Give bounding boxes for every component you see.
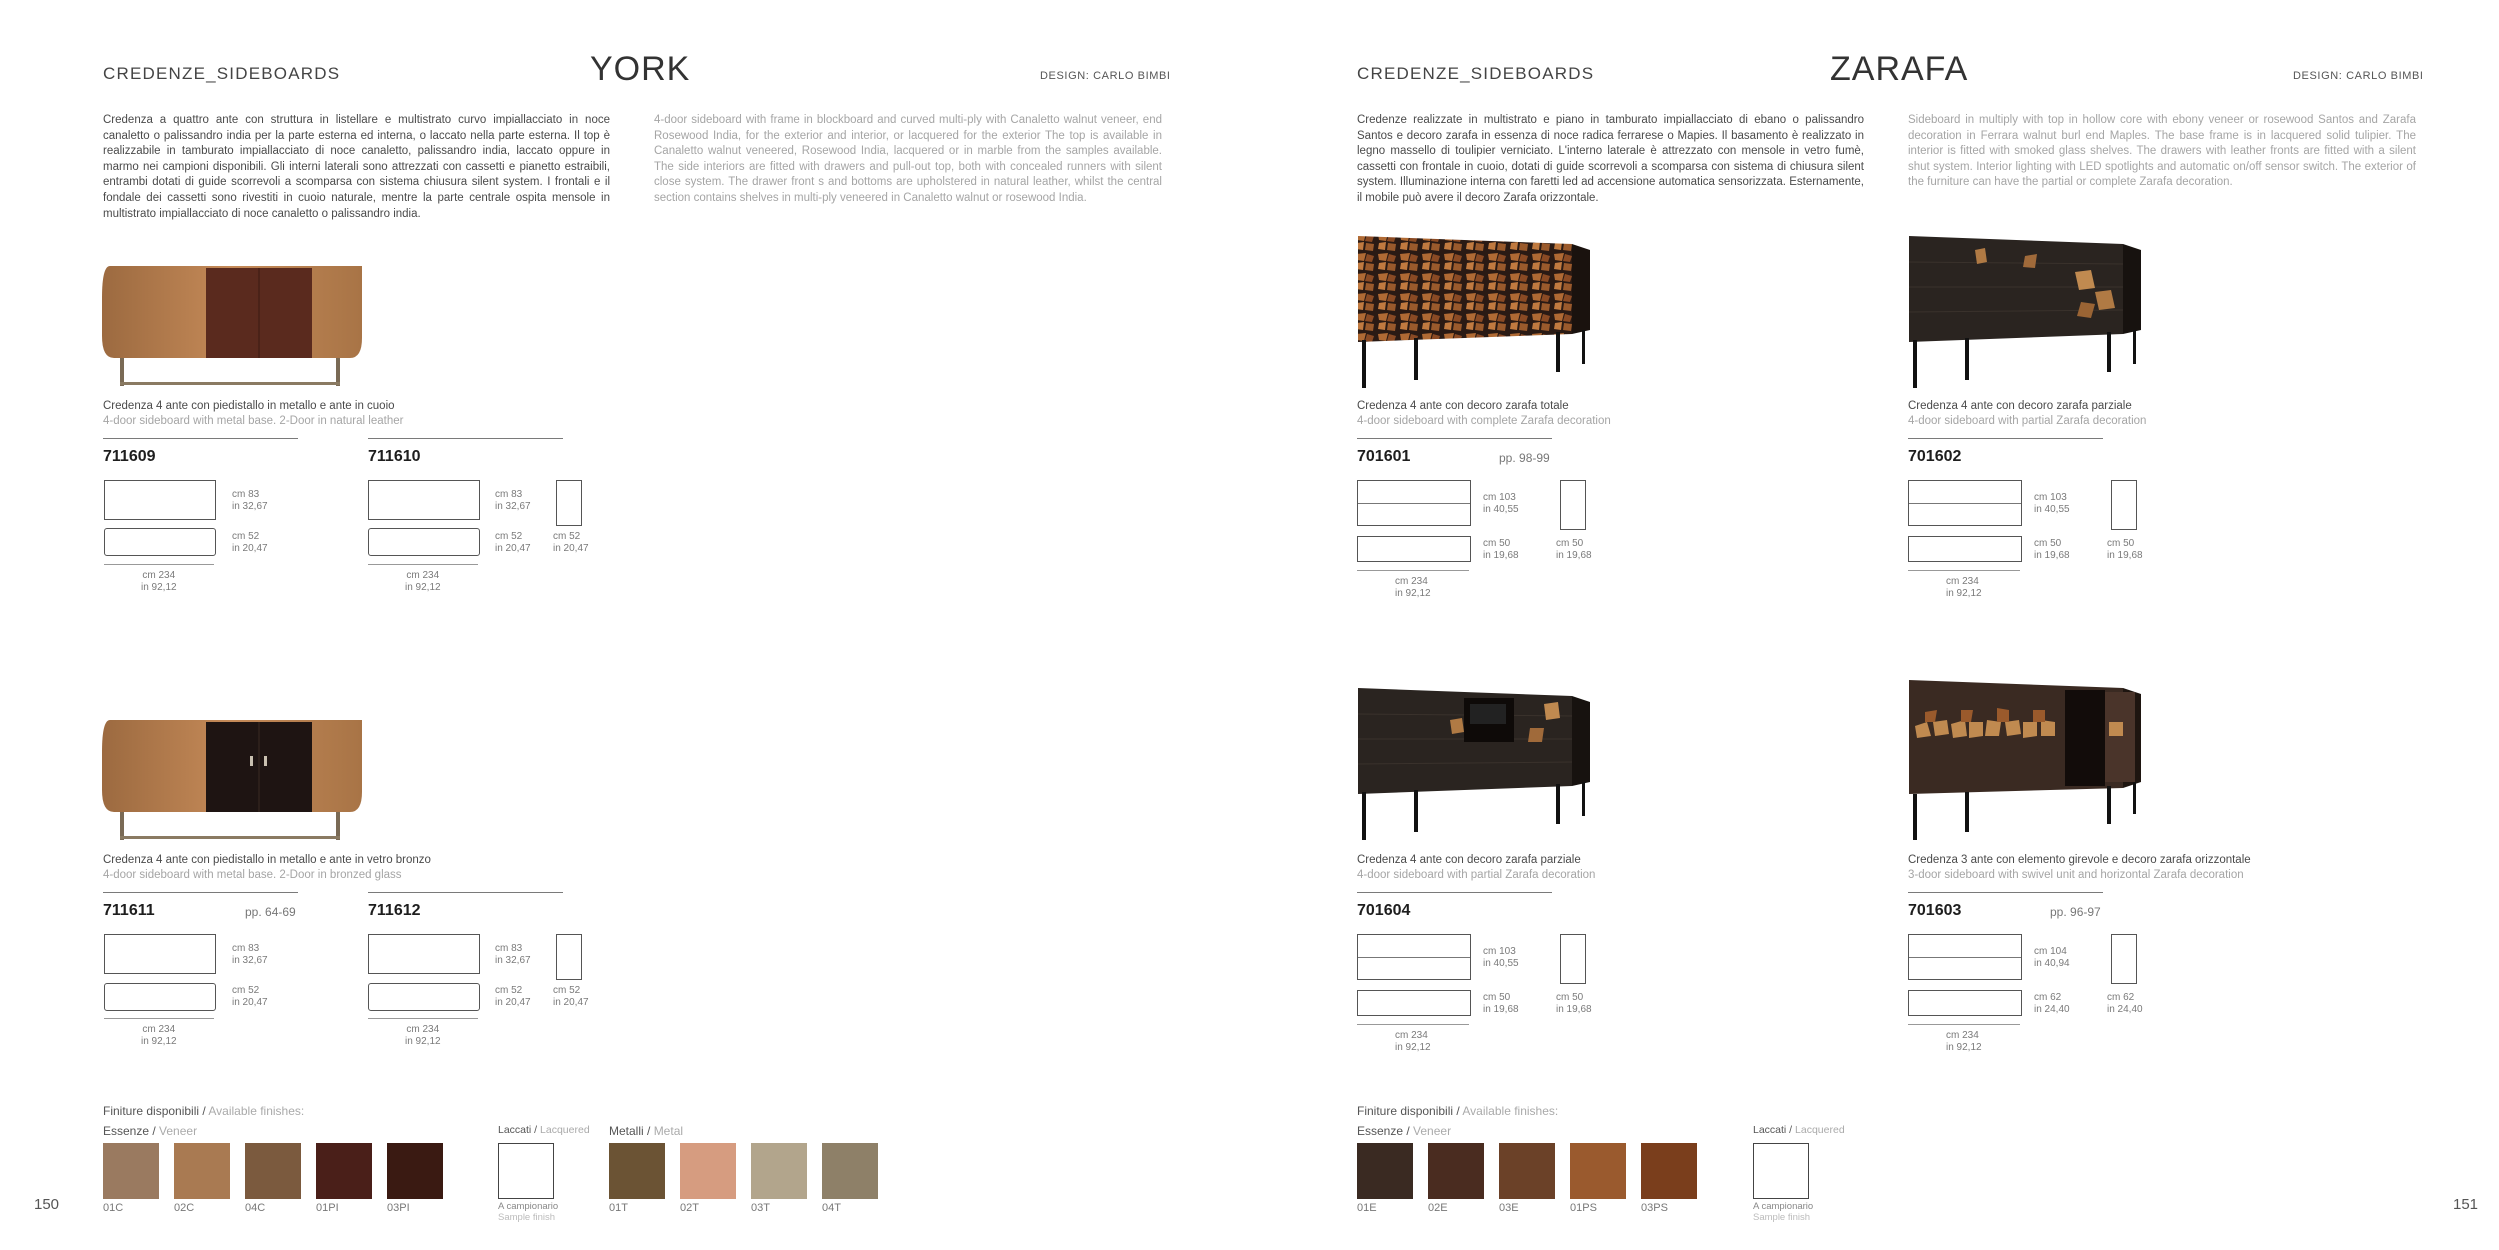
side-dimension bbox=[553, 531, 589, 555]
drawing-line bbox=[1909, 503, 2021, 504]
product-caption-italian: Credenza 3 ante con elemento girevole e decoro zarafa orizzontale bbox=[1908, 854, 2251, 866]
dim-cm: cm 50 bbox=[1556, 992, 1584, 1003]
lacquered-it: Laccati / bbox=[498, 1124, 541, 1136]
product-caption-english: 4-door sideboard with metal base. 2-Door in natural leather bbox=[103, 415, 404, 427]
product-caption-italian: Credenza 4 ante con decoro zarafa totale bbox=[1357, 400, 1569, 412]
side-dimension bbox=[2107, 992, 2143, 1016]
dim-cm: cm 234 bbox=[406, 1024, 440, 1035]
dim-cm: cm 234 bbox=[1946, 1030, 1979, 1041]
dim-in: in 32,67 bbox=[232, 955, 268, 966]
swatch-color[interactable] bbox=[609, 1143, 665, 1199]
width-dimension-line bbox=[104, 1018, 214, 1019]
dim-in: in 32,67 bbox=[232, 501, 268, 512]
veneer-it: Essenze / bbox=[103, 1124, 160, 1138]
dim-in: in 92,12 bbox=[1395, 588, 1431, 599]
heading-en: Available finishes: bbox=[208, 1104, 305, 1118]
depth-dimension bbox=[1483, 992, 1519, 1016]
width-dimension bbox=[1395, 1030, 1431, 1054]
dim-cm: cm 62 bbox=[2107, 992, 2135, 1003]
swatch-color[interactable] bbox=[316, 1143, 372, 1199]
product-code: 711609 bbox=[103, 448, 156, 465]
sample-it: A campionario bbox=[1753, 1201, 1814, 1212]
divider bbox=[103, 438, 298, 439]
finishes-heading bbox=[103, 1104, 304, 1118]
width-dimension-line bbox=[368, 564, 478, 565]
page-title: ZARAFA bbox=[1830, 50, 1969, 88]
swatch-code: 02E bbox=[1428, 1202, 1448, 1214]
finish-swatch[interactable] bbox=[245, 1143, 301, 1214]
width-dimension bbox=[1395, 576, 1431, 600]
dim-in: in 19,68 bbox=[1556, 550, 1592, 561]
dim-cm: cm 52 bbox=[232, 985, 260, 996]
swatch-color[interactable] bbox=[1428, 1143, 1484, 1199]
designer-label: DESIGN: CARLO BIMBI bbox=[1040, 70, 1171, 82]
zarafa-horizontal-image bbox=[1905, 676, 2145, 844]
dim-in: in 19,68 bbox=[2034, 550, 2070, 561]
description-english: 4-door sideboard with frame in blockboard and curved multi-ply with Canaletto walnut veneer, end Rosewood India, for the exterior and interior, or lacquered for the exterior The top is available in Canaletto walnut veneered, Rosewood India, lacquered or in marble from the samples available. The side interiors are fitted with drawers and pull-out top, both with concealed runners with silent close system. The drawer front s and bottoms are upholstered in natural leather, whilst the central section contains shelves in multi-ply veneered in Canaletto walnut or rosewood India. bbox=[654, 114, 1162, 204]
dim-cm: cm 234 bbox=[142, 1024, 176, 1035]
dim-in: in 24,40 bbox=[2107, 1004, 2143, 1015]
divider bbox=[1908, 892, 2103, 893]
side-dimension bbox=[2107, 538, 2143, 562]
swatch-color[interactable] bbox=[1570, 1143, 1626, 1199]
product-caption-italian: Credenza 4 ante con piedistallo in metallo e ante in vetro bronzo bbox=[103, 854, 431, 866]
lacquered-it: Laccati / bbox=[1753, 1124, 1796, 1136]
finish-swatch[interactable] bbox=[174, 1143, 230, 1214]
page-reference[interactable]: pp. 64-69 bbox=[245, 905, 296, 919]
dim-cm: cm 103 bbox=[1483, 946, 1516, 957]
divider bbox=[103, 892, 298, 893]
finish-swatch[interactable] bbox=[822, 1143, 878, 1214]
dim-in: in 20,47 bbox=[553, 543, 589, 554]
page-reference[interactable]: pp. 96-97 bbox=[2050, 905, 2101, 919]
dim-in: in 20,47 bbox=[495, 997, 531, 1008]
product-code: 711610 bbox=[368, 448, 421, 465]
drawing-line bbox=[1909, 957, 2021, 958]
metal-en: Metal bbox=[653, 1124, 684, 1138]
swatch-code: 01C bbox=[103, 1202, 124, 1214]
swatch-code: 02C bbox=[174, 1202, 195, 1214]
height-dimension bbox=[1483, 492, 1519, 516]
front-elevation-drawing bbox=[104, 934, 216, 974]
sample-finish-label bbox=[498, 1201, 558, 1223]
front-elevation-drawing bbox=[1908, 934, 2022, 980]
top-view-drawing bbox=[104, 528, 216, 556]
depth-dimension bbox=[495, 531, 531, 555]
width-dimension bbox=[405, 570, 441, 594]
side-elevation-drawing bbox=[2111, 480, 2137, 530]
finish-swatch[interactable] bbox=[387, 1143, 443, 1214]
width-dimension bbox=[141, 1024, 177, 1048]
divider bbox=[1357, 438, 1552, 439]
side-elevation-drawing bbox=[556, 480, 582, 526]
top-view-drawing bbox=[368, 983, 480, 1011]
dim-cm: cm 103 bbox=[1483, 492, 1516, 503]
lacquered-en: Lacquered bbox=[1795, 1124, 1845, 1136]
swatch-code: 03PS bbox=[1641, 1202, 1668, 1214]
swatch-color[interactable] bbox=[1641, 1143, 1697, 1199]
finish-swatch[interactable] bbox=[103, 1143, 159, 1214]
dim-cm: cm 104 bbox=[2034, 946, 2067, 957]
veneer-en: Veneer bbox=[1413, 1124, 1452, 1138]
dim-in: in 20,47 bbox=[495, 543, 531, 554]
swatch-color[interactable] bbox=[387, 1143, 443, 1199]
page-number: 151 bbox=[2453, 1196, 2479, 1213]
side-dimension bbox=[1556, 538, 1592, 562]
sideboard-glass-image bbox=[100, 712, 365, 844]
top-view-drawing bbox=[1908, 990, 2022, 1016]
product-code: 701602 bbox=[1908, 448, 1962, 465]
width-dimension bbox=[141, 570, 177, 594]
product-caption-english: 4-door sideboard with complete Zarafa decoration bbox=[1357, 415, 1611, 427]
dim-cm: cm 52 bbox=[495, 985, 523, 996]
dim-in: in 92,12 bbox=[405, 582, 441, 593]
designer-label: DESIGN: CARLO BIMBI bbox=[2293, 70, 2424, 82]
dim-cm: cm 103 bbox=[2034, 492, 2067, 503]
swatch-code: 04T bbox=[822, 1202, 841, 1214]
width-dimension-line bbox=[368, 1018, 478, 1019]
height-dimension bbox=[495, 943, 531, 967]
depth-dimension bbox=[2034, 992, 2070, 1016]
dim-in: in 20,47 bbox=[232, 543, 268, 554]
top-view-drawing bbox=[1357, 536, 1471, 562]
dim-in: in 92,12 bbox=[141, 582, 177, 593]
dim-in: in 40,55 bbox=[1483, 504, 1519, 515]
finish-swatch[interactable] bbox=[1499, 1143, 1555, 1214]
front-elevation-drawing bbox=[368, 480, 480, 520]
dim-in: in 24,40 bbox=[2034, 1004, 2070, 1015]
finish-swatch[interactable] bbox=[1641, 1143, 1697, 1214]
dim-in: in 92,12 bbox=[1395, 1042, 1431, 1053]
description-italian: Credenze realizzate in multistrato e piano in tamburato impiallacciato di ebano o palissandro Santos e decoro zarafa in essenza di noce radica ferrarese o Mapies. Il basamento è realizzato in legno massello di toulipier verniciato. L'interno laterale è attrezzato con mensole in vetro fumè, cassetti con frontale in cuoio, dotati di guide scorrevoli a scomparsa con sistema di chiusura silent system. Illuminazione interna con faretti led ad accensione automatica sensorizzata. Esternamente, il mobile può avere il decoro Zarafa orizzontale. bbox=[1357, 114, 1864, 204]
divider bbox=[1908, 438, 2103, 439]
finish-swatch[interactable] bbox=[1357, 1143, 1413, 1214]
dim-cm: cm 52 bbox=[232, 531, 260, 542]
dim-in: in 40,55 bbox=[2034, 504, 2070, 515]
lacquered-en: Lacquered bbox=[540, 1124, 590, 1136]
dim-in: in 19,68 bbox=[1483, 1004, 1519, 1015]
lacquered-swatch[interactable] bbox=[1753, 1143, 1809, 1199]
dim-cm: cm 50 bbox=[1556, 538, 1584, 549]
depth-dimension bbox=[232, 985, 268, 1009]
swatch-color[interactable] bbox=[1499, 1143, 1555, 1199]
width-dimension-line bbox=[104, 564, 214, 565]
metal-it: Metalli / bbox=[609, 1124, 654, 1138]
divider bbox=[368, 892, 563, 893]
dim-cm: cm 62 bbox=[2034, 992, 2062, 1003]
dim-cm: cm 234 bbox=[142, 570, 176, 581]
product-caption-italian: Credenza 4 ante con decoro zarafa parziale bbox=[1357, 854, 1581, 866]
heading-en: Available finishes: bbox=[1462, 1104, 1559, 1118]
dim-cm: cm 52 bbox=[553, 531, 581, 542]
finish-swatch[interactable] bbox=[1428, 1143, 1484, 1214]
finish-swatch[interactable] bbox=[1570, 1143, 1626, 1214]
dim-in: in 40,94 bbox=[2034, 958, 2070, 969]
side-elevation-drawing bbox=[2111, 934, 2137, 984]
width-dimension-line bbox=[1357, 1024, 1469, 1025]
finish-swatch[interactable] bbox=[316, 1143, 372, 1214]
dim-cm: cm 234 bbox=[406, 570, 440, 581]
dim-cm: cm 234 bbox=[1395, 1030, 1428, 1041]
product-caption-english: 4-door sideboard with partial Zarafa decoration bbox=[1908, 415, 2147, 427]
side-elevation-drawing bbox=[556, 934, 582, 980]
side-elevation-drawing bbox=[1560, 934, 1586, 984]
dim-in: in 32,67 bbox=[495, 955, 531, 966]
swatch-color[interactable] bbox=[680, 1143, 736, 1199]
swatch-code: 03E bbox=[1499, 1202, 1519, 1214]
swatch-code: 03T bbox=[751, 1202, 770, 1214]
dim-cm: cm 52 bbox=[553, 985, 581, 996]
swatch-code: 03PI bbox=[387, 1202, 410, 1214]
dim-in: in 92,12 bbox=[1946, 1042, 1982, 1053]
veneer-it: Essenze / bbox=[1357, 1124, 1414, 1138]
swatch-color[interactable] bbox=[1357, 1143, 1413, 1199]
sideboard-leather-image bbox=[100, 258, 365, 390]
dim-cm: cm 50 bbox=[1483, 538, 1511, 549]
width-dimension-line bbox=[1357, 570, 1469, 571]
product-caption-english: 3-door sideboard with swivel unit and horizontal Zarafa decoration bbox=[1908, 869, 2244, 881]
dim-cm: cm 52 bbox=[495, 531, 523, 542]
swatch-code: 04C bbox=[245, 1202, 266, 1214]
dim-in: in 19,68 bbox=[1556, 1004, 1592, 1015]
product-caption-english: 4-door sideboard with partial Zarafa decoration bbox=[1357, 869, 1596, 881]
product-code: 711611 bbox=[103, 902, 155, 919]
swatch-code: 01T bbox=[609, 1202, 628, 1214]
section-label: CREDENZE_SIDEBOARDS bbox=[1357, 64, 1595, 83]
sample-en: Sample finish bbox=[1753, 1212, 1811, 1223]
swatch-code: 01PI bbox=[316, 1202, 339, 1214]
dim-cm: cm 83 bbox=[232, 489, 260, 500]
finish-swatch[interactable] bbox=[609, 1143, 665, 1214]
metal-heading bbox=[609, 1124, 683, 1138]
dim-in: in 20,47 bbox=[553, 997, 589, 1008]
zarafa-partial-image bbox=[1905, 232, 2145, 392]
height-dimension bbox=[2034, 492, 2070, 516]
product-caption-english: 4-door sideboard with metal base. 2-Door in bronzed glass bbox=[103, 869, 402, 881]
description-italian: Credenza a quattro ante con struttura in listellare e multistrato curvo impiallacciato in noce canaletto o palissandro india per la parte esterna ed interna, o laccato nella parte esterna. Il top è realizzabile in tamburato impiallacciato di noce canaletto, palissandro india, laccato oppure in marmo nei campioni disponibili. Gli interni laterali sono attrezzati con cassetti e pianetto estraibili, entrambi dotati di guide scorrevoli a scomparsa con sistema chiusura silent system. I frontali e il fondale dei cassetti sono rivestiti in cuoio naturale, mentre la parte centrale ospita mensole in multistrato impiallacciato di noce canaletto o palissandro india. bbox=[103, 114, 610, 220]
divider bbox=[1357, 892, 1552, 893]
top-view-drawing bbox=[104, 983, 216, 1011]
product-code: 701603 bbox=[1908, 902, 1962, 919]
height-dimension bbox=[495, 489, 531, 513]
swatch-code: 01PS bbox=[1570, 1202, 1597, 1214]
depth-dimension bbox=[2034, 538, 2070, 562]
heading-it: Finiture disponibili / bbox=[1357, 1104, 1463, 1118]
dim-in: in 40,55 bbox=[1483, 958, 1519, 969]
depth-dimension bbox=[495, 985, 531, 1009]
lacquered-heading bbox=[498, 1124, 590, 1136]
height-dimension bbox=[1483, 946, 1519, 970]
height-dimension bbox=[232, 943, 268, 967]
top-view-drawing bbox=[1357, 990, 1471, 1016]
depth-dimension bbox=[1483, 538, 1519, 562]
front-elevation-drawing bbox=[368, 934, 480, 974]
top-view-drawing bbox=[368, 528, 480, 556]
section-label: CREDENZE_SIDEBOARDS bbox=[103, 64, 341, 83]
dim-in: in 20,47 bbox=[232, 997, 268, 1008]
zarafa-full-image bbox=[1354, 232, 1594, 392]
swatch-code: 02T bbox=[680, 1202, 699, 1214]
width-dimension-line bbox=[1908, 570, 2020, 571]
dim-in: in 32,67 bbox=[495, 501, 531, 512]
finish-swatch[interactable] bbox=[680, 1143, 736, 1214]
dim-cm: cm 234 bbox=[1395, 576, 1428, 587]
veneer-heading bbox=[1357, 1124, 1451, 1138]
product-code: 701601 bbox=[1357, 448, 1411, 465]
sample-it: A campionario bbox=[498, 1201, 559, 1212]
width-dimension bbox=[1946, 1030, 1982, 1054]
sample-en: Sample finish bbox=[498, 1212, 556, 1223]
dim-cm: cm 234 bbox=[1946, 576, 1979, 587]
front-elevation-drawing bbox=[1357, 480, 1471, 526]
divider bbox=[368, 438, 563, 439]
lacquered-swatch[interactable] bbox=[498, 1143, 554, 1199]
swatch-color[interactable] bbox=[822, 1143, 878, 1199]
side-dimension bbox=[553, 985, 589, 1009]
front-elevation-drawing bbox=[104, 480, 216, 520]
front-elevation-drawing bbox=[1357, 934, 1471, 980]
page-reference[interactable]: pp. 98-99 bbox=[1499, 451, 1550, 465]
swatch-color[interactable] bbox=[751, 1143, 807, 1199]
product-code: 711612 bbox=[368, 902, 421, 919]
dim-cm: cm 83 bbox=[495, 489, 523, 500]
dim-cm: cm 50 bbox=[2107, 538, 2135, 549]
veneer-en: Veneer bbox=[159, 1124, 198, 1138]
product-caption-italian: Credenza 4 ante con decoro zarafa parziale bbox=[1908, 400, 2132, 412]
swatch-code: 01E bbox=[1357, 1202, 1377, 1214]
finish-swatch[interactable] bbox=[751, 1143, 807, 1214]
description-english: Sideboard in multiply with top in hollow core with ebony veneer or rosewood Santos and Zarafa decoration in Ferrara walnut burl end Maples. The base frame is in lacquered solid tulipier. The interior is fitted with smoked glass shelves. The drawers with leather fronts are fitted with a silent shut system. Interior lighting with LED spotlights and automatic on/off sensor switch. The exterior of the furniture can have the partial or complete Zarafa decoration. bbox=[1908, 114, 2416, 189]
width-dimension-line bbox=[1908, 1024, 2020, 1025]
dim-in: in 19,68 bbox=[2107, 550, 2143, 561]
drawing-line bbox=[1358, 503, 1470, 504]
swatch-color[interactable] bbox=[174, 1143, 230, 1199]
zarafa-open-image bbox=[1354, 684, 1594, 844]
depth-dimension bbox=[232, 531, 268, 555]
dim-cm: cm 83 bbox=[232, 943, 260, 954]
dim-in: in 92,12 bbox=[405, 1036, 441, 1047]
sample-finish-label bbox=[1753, 1201, 1813, 1223]
dim-in: in 19,68 bbox=[1483, 550, 1519, 561]
product-caption-italian: Credenza 4 ante con piedistallo in metallo e ante in cuoio bbox=[103, 400, 395, 412]
lacquered-heading bbox=[1753, 1124, 1845, 1136]
drawing-line bbox=[1358, 957, 1470, 958]
side-elevation-drawing bbox=[1560, 480, 1586, 530]
top-view-drawing bbox=[1908, 536, 2022, 562]
width-dimension bbox=[405, 1024, 441, 1048]
width-dimension bbox=[1946, 576, 1982, 600]
dim-in: in 92,12 bbox=[1946, 588, 1982, 599]
finishes-heading bbox=[1357, 1104, 1558, 1118]
swatch-color[interactable] bbox=[103, 1143, 159, 1199]
dim-in: in 92,12 bbox=[141, 1036, 177, 1047]
side-dimension bbox=[1556, 992, 1592, 1016]
product-code: 701604 bbox=[1357, 902, 1411, 919]
swatch-color[interactable] bbox=[245, 1143, 301, 1199]
page-number: 150 bbox=[34, 1196, 60, 1213]
dim-cm: cm 50 bbox=[2034, 538, 2062, 549]
veneer-heading bbox=[103, 1124, 197, 1138]
height-dimension bbox=[232, 489, 268, 513]
heading-it: Finiture disponibili / bbox=[103, 1104, 209, 1118]
dim-cm: cm 50 bbox=[1483, 992, 1511, 1003]
height-dimension bbox=[2034, 946, 2070, 970]
dim-cm: cm 83 bbox=[495, 943, 523, 954]
front-elevation-drawing bbox=[1908, 480, 2022, 526]
page-title: YORK bbox=[590, 50, 691, 88]
